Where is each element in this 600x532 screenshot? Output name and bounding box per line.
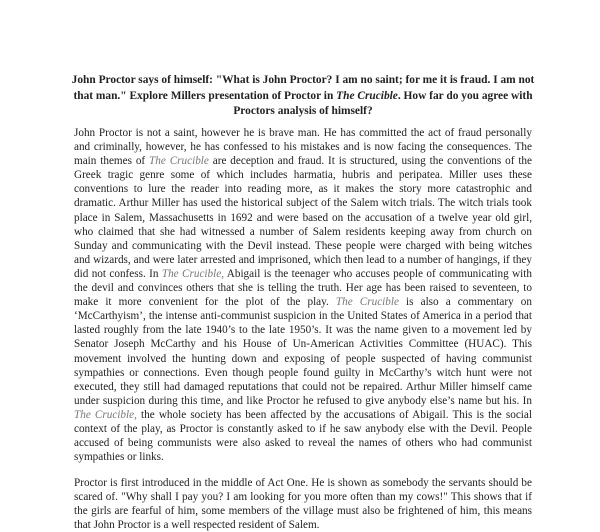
play-title-ref: The Crucible <box>335 296 399 309</box>
essay-title-play: The Crucible <box>336 89 398 102</box>
paragraph-1-part-1: John Proctor is not a saint, however he is brave man. He has committed the act of fraud personally and criminally, however, he has confessed to his mistakes and is now facing the consequences. The main themes of <box>74 127 532 168</box>
paragraph-1-part-5: the whole society has been affected by the accusations of Abigail. This is the social context of the play, as Proctor is constantly asked to if he saw anybody else with the Devil. People accused of being communists were also asked to reveal the names of others who had communist sympathies or links. <box>74 408 532 464</box>
essay-title-text: John Proctor says of himself: "What is John Proctor? I am no saint; for me it is fraud. I am not that man." Explore Millers presentation of Proctor in <box>71 74 535 102</box>
paragraph-1-part-3: Abigail is the teenager who accuses people of communicating with the devil and convinces others that she is telling the truth. Her age has been raised to seventeen, to make it more convenient for the plot of the play. <box>74 267 532 309</box>
paragraph-1 <box>74 126 532 464</box>
play-title-ref: The Crucible <box>149 155 209 168</box>
paragraph-2: Proctor is first introduced in the middle of Act One. He is shown as somebody the servants should be scared of. "Why shall I pay you? I am looking for you more often than my cows!" This shows that if the girls are fearful of him, some members of the village must also be frightened of him, this means that John Proctor is a well respected resident of Salem. <box>74 477 532 532</box>
essay-title <box>70 73 536 120</box>
paragraph-1-part-4: is also a commentary on ‘McCarthyism’, the intense anti-communist suspicion in the United States of America in a period that lasted roughly from the late 1940’s to the late 1950’s. It was the name given to a movement led by Senator Joseph McCarthy and his House of Un-American Activities Committee (HUAC). This movement involved the hunting down and exposing of people suspected of having communist sympathies or connections. Even though people found guilty in McCarthy’s witch hunt were not executed, they still had damaged reputations that could not be repaired. Arthur Miller himself came under suspicion during this time, and like Proctor he refused to give anybody else’s name but his. In <box>74 296 532 407</box>
paragraph-1-part-2: are deception and fraud. It is structured, using the conventions of the Greek tragic genre some of which includes harmatia, hubris and peripatea. Miller uses these conventions to lure the reader into reading more, as it makes the story more catastrophic and dramatic. Arthur Miller has used the historical subject of the Salem witch trials. The witch trials took place in Salem, Massachusetts in 1692 and were based on the accusation of a twelve year old girl, who claimed that she had witnessed a number of Salem residents keeping away from church on Sunday and communicating with the Devil instead. These people were charged with being witches and wizards, and were later arrested and imprisoned, which then lead to a number of hangings, if they did not confess. In <box>74 155 532 280</box>
play-title-ref: The Crucible, <box>74 408 137 421</box>
essay-title-tail: . How far do you agree with Proctors analysis of himself? <box>233 89 533 117</box>
play-title-ref: The Crucible, <box>161 267 224 280</box>
